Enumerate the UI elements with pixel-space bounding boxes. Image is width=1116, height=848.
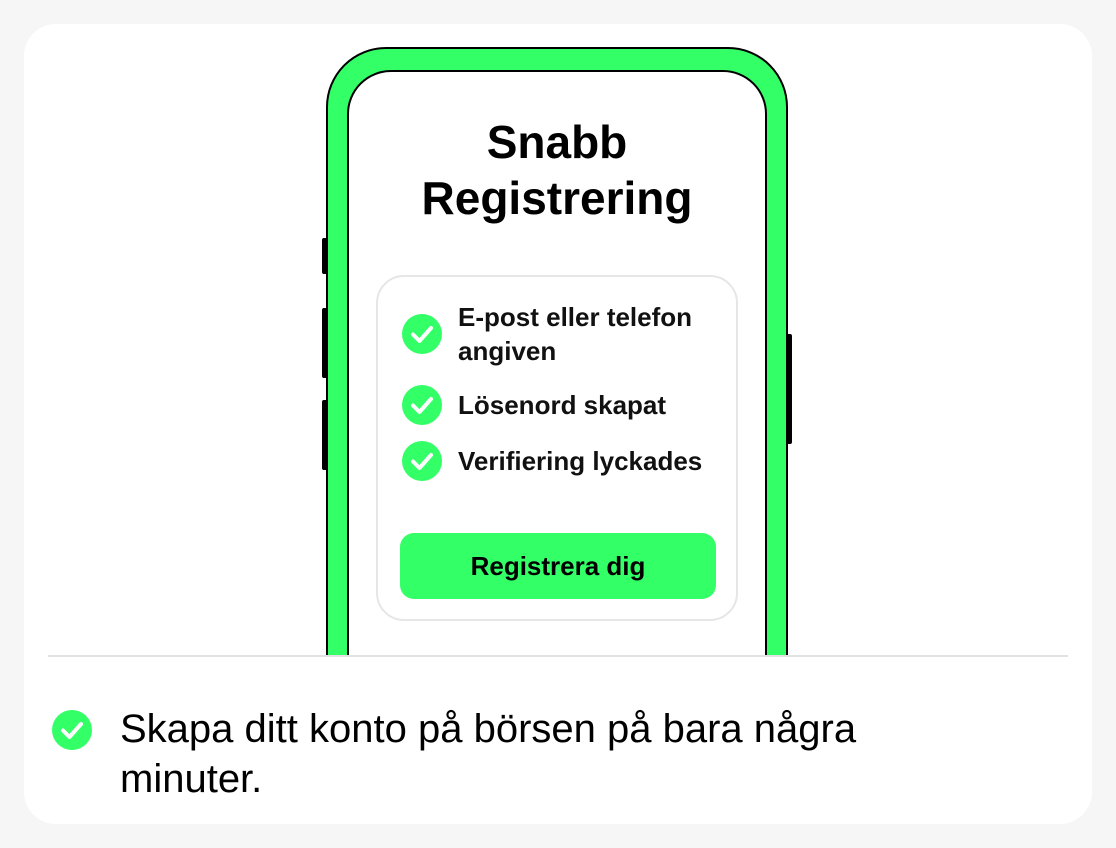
checklist-item-email (402, 300, 708, 368)
checklist-item-password (402, 385, 708, 425)
checklist-item-label: Verifiering lyckades (458, 446, 703, 476)
feature-caption-text: Skapa ditt konto på börsen på bara några minuter. (120, 707, 857, 801)
check-circle-icon (402, 441, 442, 481)
check-circle-icon (402, 314, 442, 354)
divider (48, 655, 1068, 657)
feature-caption (52, 704, 1052, 804)
check-circle-icon (402, 385, 442, 425)
phone-frame (326, 47, 788, 656)
checklist-item-label: Lösenord skapat (458, 390, 667, 420)
checklist-item-verification (402, 441, 708, 481)
register-button[interactable]: Registrera dig (400, 533, 716, 599)
screen-title: Snabb Registrering (421, 116, 693, 224)
check-circle-icon (52, 710, 92, 750)
phone-screen (347, 70, 767, 656)
checklist-item-label: E-post eller telefon angiven (458, 302, 693, 366)
registration-checklist (376, 275, 738, 621)
phone-illustration (24, 24, 1092, 656)
feature-card (24, 24, 1092, 824)
